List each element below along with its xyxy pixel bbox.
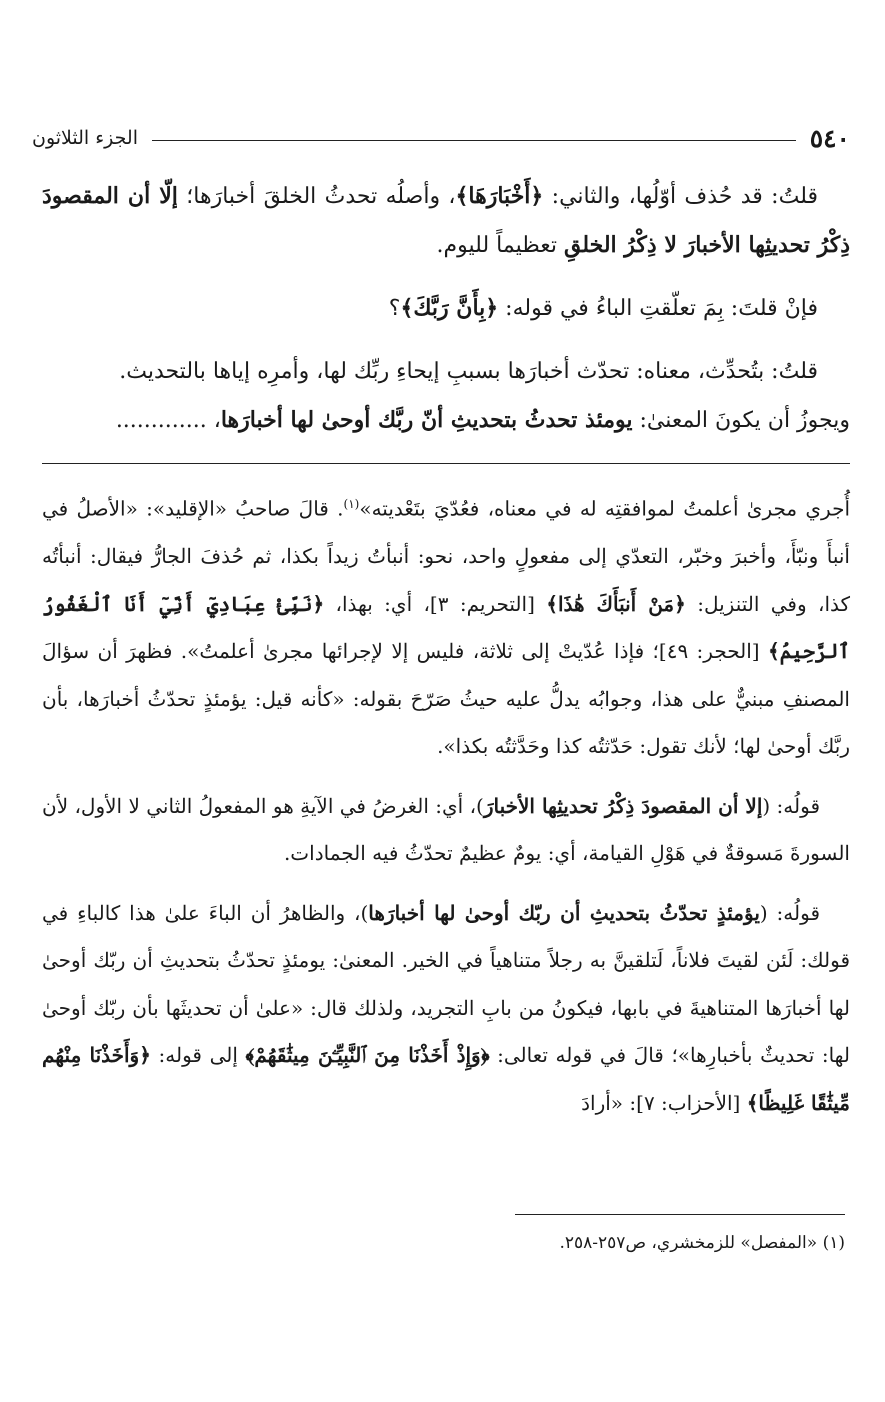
- text-run: )، أي: الغرضُ في الآيةِ هو المفعولُ الثاني لا الأول، لأن السورةَ مَسوقةٌ في هَوْلِ القيامة، أي: يومٌ عظيمٌ تحدّثُ فيه الجمادات.: [42, 793, 850, 866]
- page-number: ٥٤٠: [809, 123, 850, 153]
- text-run: [التحريم: ٣]، أي: بهذا،: [324, 591, 547, 616]
- main-commentary-separator: [42, 463, 850, 464]
- text-run: )، والظاهرُ أن الباءَ علىٰ هذا كالباءِ في قولك: لَئن لقيتَ فلاناً، لَتلقينَّ به رجلاً متناهياً في الخير. المعنىٰ: يومئذٍ تحدّثُ بتحديثِ أن ربّك أوحىٰ لها أخبارَها المتناهيةَ في بابها، فيكونُ من بابِ التجريد، ولذلك قال: «علىٰ أن تحديثَها بأن ربّك أوحىٰ لها: تحديثٌ بأخبارِها»؛ قالَ في قوله تعالى:: [42, 900, 850, 1068]
- text-run: ، وأصلُه تحدثُ الخلقَ أخبارَها؛: [177, 184, 456, 209]
- main-text: [42, 172, 850, 445]
- footnote: (١) «المفصل» للزمخشري، ص٢٥٧-٢٥٨.: [559, 1233, 845, 1253]
- text-run: إلى قوله:: [150, 1043, 246, 1068]
- text-run: قلتُ: بتُحدِّث، معناه: تحدّث أخبارَها بسببِ إيحاءِ ربِّك لها، وأمرِه إياها بالتحديث.: [119, 359, 818, 384]
- main-paragraph-3: [42, 347, 850, 396]
- commentary-paragraph-1: [42, 481, 850, 771]
- commentary-paragraph-3: [42, 890, 850, 1128]
- text-run: قلتُ: قد حُذف أوّلُها، والثاني:: [543, 184, 818, 209]
- quran-quote: ﴿نَبِّئْ عِبَادِيٓ أَنِّيٓ أَنَا ٱلْغَفُورُ ٱلرَّحِيمُ﴾: [42, 591, 851, 664]
- text-run: تعظيماً لليوم.: [436, 233, 564, 258]
- main-paragraph-2: [42, 284, 850, 333]
- bold-phrase: إلّا أن المقصودَ ذِكْرُ تحديثِها الأخبارَ لا ذِكْرُ الخلقِ: [42, 183, 850, 258]
- text-run: ، .............: [115, 408, 221, 433]
- text-run: [الحجر: ٤٩]؛ فإذا عُدّيتْ إلى ثلاثة، فليس إلا لإجرائها مجرىٰ أعلمتُ». فظهرَ أن سؤالَ المصنفِ مبنيٌّ على هذا، وجوابُه يدلُّ عليه حيثُ صَرّحَ بقوله: «كأنه قيل: يؤمئذٍ تحدّثُ أخبارَها، بأن ربَّك أوحىٰ لها؛ لأنك تقول: حَدّثتُه كذا وحَدَّثتُه بكذا».: [42, 639, 850, 759]
- quran-quote: ﴿وَإِذْ أَخَذْنَا مِنَ ٱلنَّبِيِّـۧنَ مِيثَٰقَهُمْ﴾: [245, 1043, 490, 1068]
- page-header: [32, 120, 850, 156]
- quran-quote: ﴿بِأَنَّ رَبَّكَ﴾: [400, 295, 499, 321]
- quran-quote: ﴿أَخْبَارَهَا﴾: [455, 183, 544, 209]
- footnote-marker: (١): [343, 497, 360, 511]
- text-run: ويجوزُ أن يكونَ المعنىٰ:: [632, 408, 850, 433]
- bold-phrase: يؤمئذٍ تحدّثُ بتحديثِ أن ربّك أوحىٰ لها أخبارَها: [368, 900, 760, 925]
- quran-quote: ﴿مَنْ أَنبَأَكَ هَٰذَا﴾: [546, 591, 686, 616]
- text-run: ؟: [388, 296, 401, 321]
- main-paragraph-4: [42, 396, 850, 445]
- bold-phrase: إلا أن المقصودَ ذِكْرُ تحديثِها الأخبارَ: [483, 793, 763, 818]
- running-head: الجزء الثلاثون: [32, 127, 138, 149]
- main-paragraph-1: [42, 172, 850, 270]
- commentary-text: [42, 481, 850, 1139]
- commentary-paragraph-2: [42, 783, 850, 878]
- text-run: أُجري مجرىٰ أعلمتُ لموافقتِه له في معناه، فعُدّيَ بتَعْديته»: [359, 496, 851, 521]
- text-run: فإنْ قلتَ: بِمَ تعلّقتِ الباءُ في قوله:: [498, 296, 818, 321]
- header-rule: [152, 140, 796, 141]
- quran-quote: ﴿وَأَخَذْنَا مِنْهُم مِّيثَٰقًا غَلِيظًا﴾: [42, 1043, 850, 1115]
- bold-phrase: يومئذ تحدثُ بتحديثِ أنّ ربَّك أوحىٰ لها أخبارَها: [220, 407, 633, 433]
- text-run: قولُه: (: [762, 793, 821, 818]
- text-run: قولُه: (: [759, 900, 820, 925]
- text-run: . قالَ صاحبُ «الإقليد»: «الأصلُ في أنبأَ ونبّأَ، وأخبرَ وخبّر، التعدّي إلى مفعولٍ واحد، نحو: أنبأتُ زيداً بكذا، ثم حُذفَ الجارُّ فيقال: أنبأتُه كذا، وفي التنزيل:: [42, 496, 851, 616]
- footnote-rule: [515, 1214, 845, 1215]
- text-run: [الأحزاب: ٧]: «أرادَ: [581, 1090, 747, 1115]
